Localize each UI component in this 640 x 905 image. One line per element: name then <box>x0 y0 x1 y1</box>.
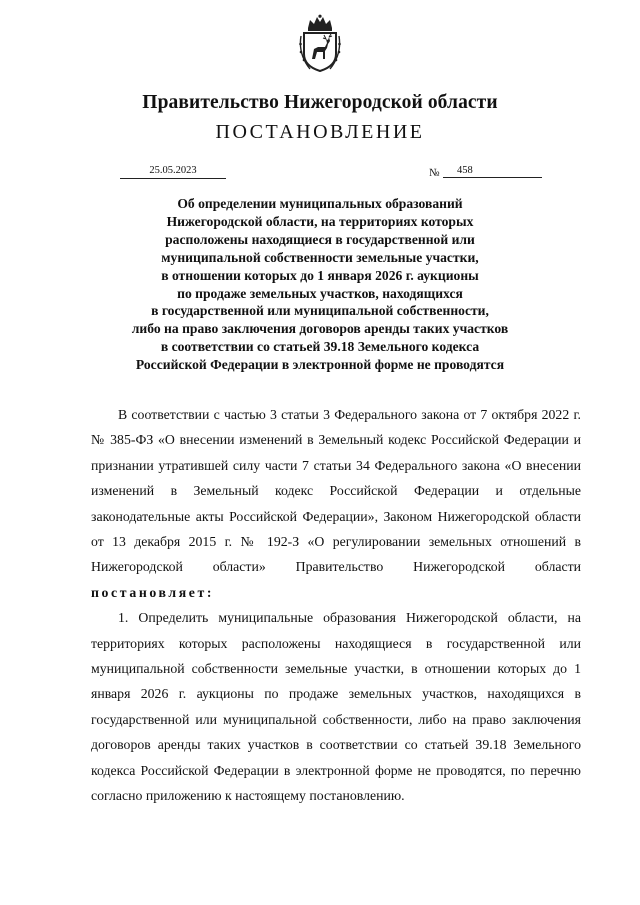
item-1-paragraph: 1. Определить муниципальные образования Нижегородской области, на территориях которых расположены находящиеся в государственной или муниципальной собственности земельные участки, в отношении которых до 1 января 2026 г. аукционы по продаже земельных участков, находящихся в государственной или муниципальной собственности, либо на право заключения договоров аренды таких участков в соответствии со статьей 39.18 Земельного кодекса Российской Федерации в электронной форме не проводятся, по перечню согласно приложению к настоящему постановлению. <box>91 610 581 804</box>
document-subject <box>0 195 640 374</box>
subject-line: по продаже земельных участков, находящихся <box>177 285 463 301</box>
subject-line: Российской Федерации в электронной форме не проводятся <box>135 357 505 373</box>
preamble-text: В соответствии с частью 3 статьи 3 Федерального закона от 7 октября 2022 г. № 385-ФЗ «О внесении изменений в Земельный кодекс Российской Федерации и признании утратившей силу части 7 статьи 34 Федерального закона «О внесении изменений в Земельный кодекс Российской Федерации и отдельные законодательные акты Российской Федерации», Законом Нижегородской области от 13 декабря 2015 г. № 192-З «О регулировании земельных отношений в Нижегородской области» Правительство Нижегородской области <box>91 407 581 575</box>
document-number: 458 <box>443 164 542 178</box>
document-body <box>91 402 581 809</box>
preamble-paragraph <box>91 402 581 605</box>
subject-line: в соответствии со статьей 39.18 Земельного кодекса <box>160 339 480 355</box>
subject-line: в государственной или муниципальной собственности, <box>151 303 489 319</box>
subject-line: либо на право заключения договоров аренды таких участков <box>131 321 509 337</box>
subject-line: муниципальной собственности земельные участки, <box>161 249 479 265</box>
subject-line: Нижегородской области, на территориях которых <box>166 213 474 229</box>
document-date: 25.05.2023 <box>120 164 226 179</box>
decree-word: постановляет: <box>91 584 215 600</box>
coat-of-arms-icon <box>298 14 342 74</box>
number-label: № <box>429 167 440 179</box>
subject-line: расположены находящиеся в государственной или <box>165 231 475 247</box>
subject-line: в отношении которых до 1 января 2026 г. аукционы <box>161 267 479 283</box>
subject-line: Об определении муниципальных образований <box>177 196 463 211</box>
document-type: ПОСТАНОВЛЕНИЕ <box>215 121 425 143</box>
government-title: Правительство Нижегородской области <box>142 92 498 113</box>
